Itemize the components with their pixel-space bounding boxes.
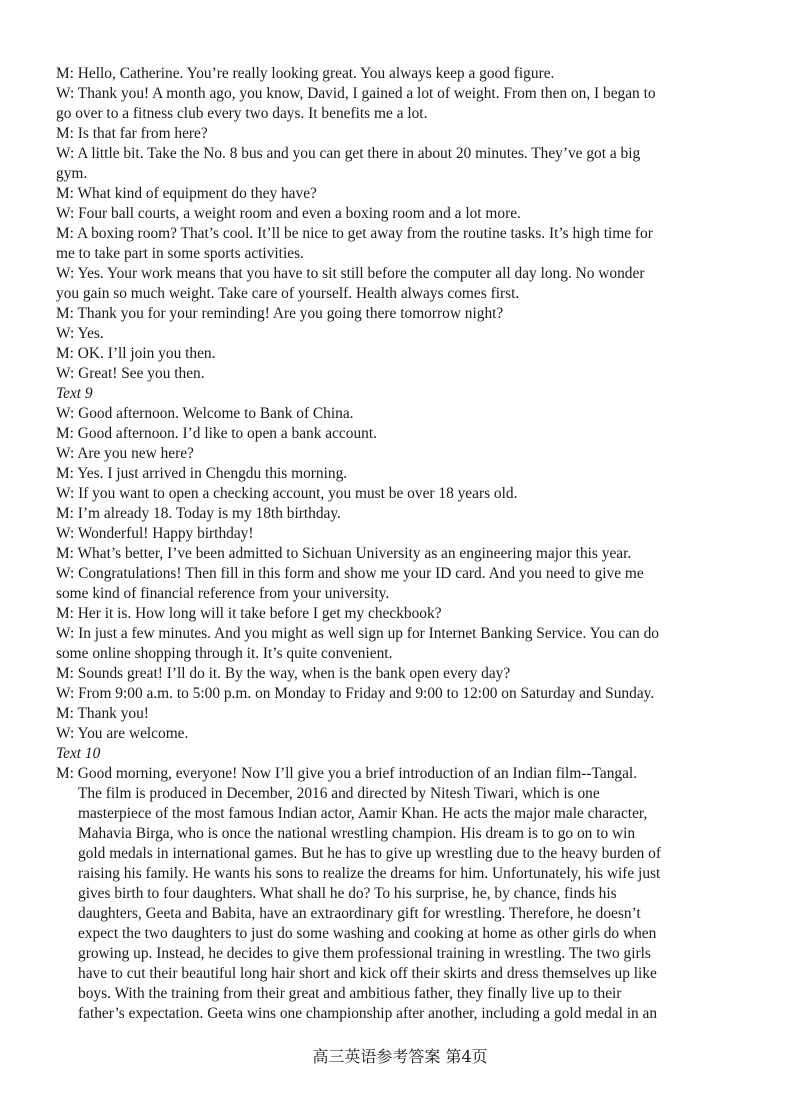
dialogue-line: W: In just a few minutes. And you might as well sign up for Internet Banking Service. You can do [56, 625, 659, 642]
dialogue-line: go over to a fitness club every two days. It benefits me a lot. [56, 105, 428, 122]
dialogue-line: W: Are you new here? [56, 445, 194, 462]
dialogue-line: M: What’s better, I’ve been admitted to Sichuan University as an engineering major this year. [56, 545, 632, 562]
monologue-line: The film is produced in December, 2016 and directed by Nitesh Tiwari, which is one [78, 785, 600, 802]
dialogue-line: W: If you want to open a checking account, you must be over 18 years old. [56, 485, 518, 502]
dialogue-line: you gain so much weight. Take care of yourself. Health always comes first. [56, 285, 520, 302]
monologue-line: Mahavia Birga, who is once the national wrestling champion. His dream is to go on to win [78, 825, 636, 842]
dialogue-line: some kind of financial reference from your university. [56, 585, 390, 602]
dialogue-line: M: Good afternoon. I’d like to open a bank account. [56, 425, 377, 442]
text9-heading: Text 9 [56, 385, 93, 402]
text10-heading: Text 10 [56, 745, 101, 762]
page-footer: 高三英语参考答案 第4页 [312, 1047, 488, 1066]
dialogue-line: M: I’m already 18. Today is my 18th birthday. [56, 505, 341, 522]
dialogue-line: W: Wonderful! Happy birthday! [56, 525, 254, 542]
monologue-line: expect the two daughters to just do some washing and cooking at home as other girls do when [78, 925, 657, 942]
dialogue-line: me to take part in some sports activities. [56, 245, 304, 262]
dialogue-line: W: Four ball courts, a weight room and even a boxing room and a lot more. [56, 205, 521, 222]
monologue-line: raising his family. He wants his sons to realize the dreams for him. Unfortunately, his wife just [78, 865, 661, 882]
dialogue-line: M: Thank you for your reminding! Are you going there tomorrow night? [56, 305, 504, 322]
monologue-line: father’s expectation. Geeta wins one championship after another, including a gold medal in an [78, 1005, 658, 1022]
dialogue-line: M: A boxing room? That’s cool. It’ll be nice to get away from the routine tasks. It’s high time for [56, 225, 653, 242]
dialogue-line: M: Is that far from here? [56, 125, 208, 142]
dialogue-line: M: Her it is. How long will it take before I get my checkbook? [56, 605, 442, 622]
monologue-line: gives birth to four daughters. What shall he do? To his surprise, he, by chance, finds his [78, 885, 617, 902]
monologue-line: masterpiece of the most famous Indian actor, Aamir Khan. He acts the major male character, [78, 805, 648, 822]
text9-dialogue [56, 404, 756, 744]
dialogue-line: W: Yes. Your work means that you have to sit still before the computer all day long. No wonder [56, 265, 645, 282]
document-body [56, 64, 756, 1024]
monologue-line: M: Good morning, everyone! Now I’ll give you a brief introduction of an Indian film--Tangal. [56, 765, 638, 782]
dialogue-line: M: OK. I’ll join you then. [56, 345, 216, 362]
dialogue-line: W: From 9:00 a.m. to 5:00 p.m. on Monday to Friday and 9:00 to 12:00 on Saturday and Sunday. [56, 685, 655, 702]
monologue-line: boys. With the training from their great and ambitious father, they finally live up to their [78, 985, 622, 1002]
dialogue-line: M: Sounds great! I’ll do it. By the way, when is the bank open every day? [56, 665, 511, 682]
dialogue-line: gym. [56, 165, 88, 182]
dialogue-line: W: You are welcome. [56, 725, 189, 742]
text8-dialogue [56, 64, 756, 384]
monologue-line: gold medals in international games. But he has to give up wrestling due to the heavy burden of [78, 845, 662, 862]
dialogue-line: M: Thank you! [56, 705, 149, 722]
monologue-line: growing up. Instead, he decides to give them professional training in wrestling. The two girls [78, 945, 651, 962]
dialogue-line: W: A little bit. Take the No. 8 bus and you can get there in about 20 minutes. They’ve got a big [56, 145, 641, 162]
dialogue-line: M: What kind of equipment do they have? [56, 185, 317, 202]
dialogue-line: some online shopping through it. It’s quite convenient. [56, 645, 393, 662]
dialogue-line: W: Good afternoon. Welcome to Bank of China. [56, 405, 354, 422]
dialogue-line: W: Great! See you then. [56, 365, 205, 382]
text10-monologue [56, 764, 756, 1024]
dialogue-line: M: Yes. I just arrived in Chengdu this morning. [56, 465, 348, 482]
dialogue-line: W: Thank you! A month ago, you know, David, I gained a lot of weight. From then on, I began to [56, 85, 656, 102]
dialogue-line: W: Congratulations! Then fill in this form and show me your ID card. And you need to give me [56, 565, 644, 582]
monologue-line: daughters, Geeta and Babita, have an extraordinary gift for wrestling. Therefore, he doesn’t [78, 905, 641, 922]
monologue-line: have to cut their beautiful long hair short and kick off their skirts and dress themselves up like [78, 965, 657, 982]
dialogue-line: W: Yes. [56, 325, 104, 342]
dialogue-line: M: Hello, Catherine. You’re really looking great. You always keep a good figure. [56, 65, 555, 82]
